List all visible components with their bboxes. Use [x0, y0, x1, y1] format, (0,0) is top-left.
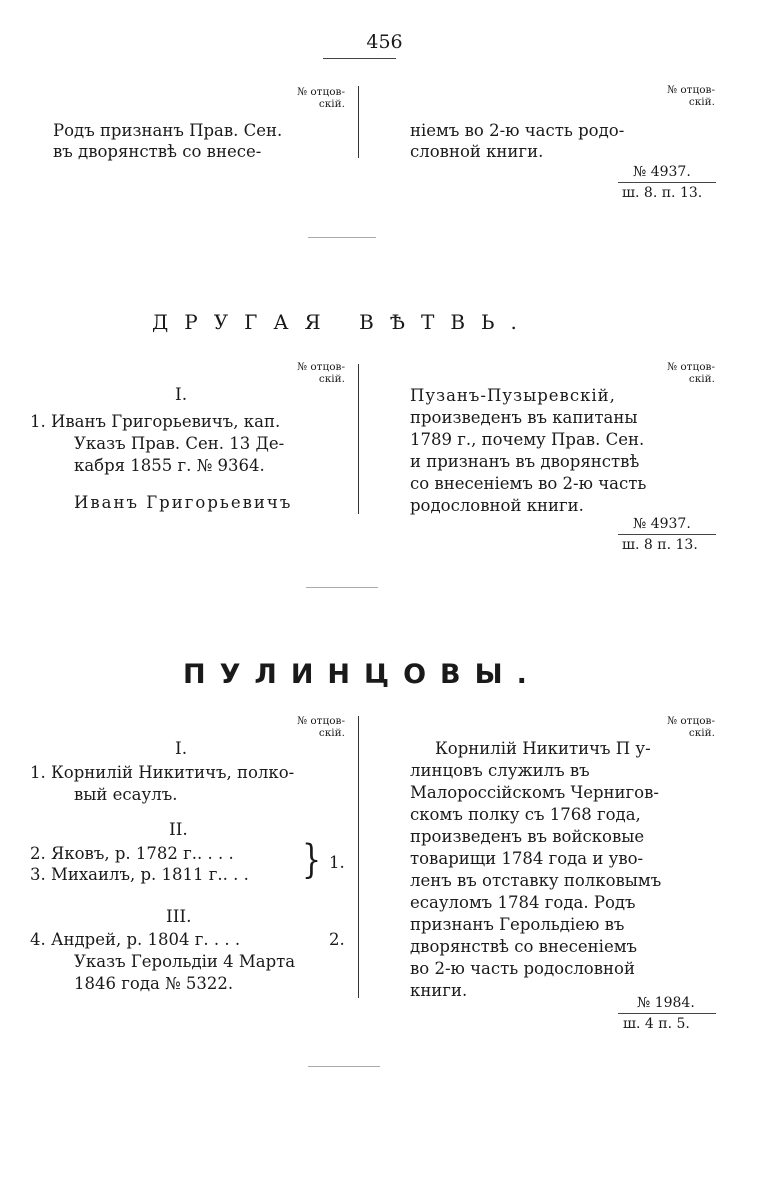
- column-divider: [358, 86, 359, 158]
- entry-line: 1846 года № 5322.: [74, 974, 234, 993]
- page-number: 456: [366, 31, 403, 53]
- person-name-spaced: Иванъ Григорьевичъ: [74, 493, 293, 512]
- right-text-line: Малороссійскомъ Чернигов-: [410, 783, 659, 802]
- right-text-line: словной книги.: [410, 142, 544, 161]
- right-text-line: линцовъ служилъ въ: [410, 761, 590, 780]
- column-divider: [358, 716, 359, 998]
- reference-number: № 1984.: [637, 995, 695, 1011]
- column-divider: [358, 364, 359, 514]
- section-divider: [308, 237, 376, 238]
- reference-underline: [618, 1013, 716, 1014]
- entry-line: 3. Михаилъ, р. 1811 г.. . .: [30, 865, 249, 884]
- right-text-line: дворянствѣ со внесеніемъ: [410, 937, 638, 956]
- section-divider: [306, 587, 378, 588]
- entry-line: 2. Яковъ, р. 1782 г.. . . .: [30, 844, 234, 863]
- right-text-line: книги.: [410, 981, 468, 1000]
- column-label-right: № отцов- скій.: [667, 361, 715, 385]
- column-label-left: № отцов- скій.: [297, 86, 345, 110]
- left-text-line: Родъ признанъ Прав. Сен.: [53, 121, 283, 140]
- right-text-line: со внесеніемъ во 2-ю часть: [410, 474, 647, 493]
- generation-numeral: I.: [175, 739, 188, 759]
- father-number: 2.: [329, 930, 345, 949]
- reference-location: ш. 8. п. 13.: [622, 185, 703, 201]
- reference-location: ш. 8 п. 13.: [622, 537, 698, 553]
- column-label-left: № отцов- скій.: [297, 715, 345, 739]
- section-divider: [308, 1066, 380, 1067]
- branch-heading: ДРУГАЯ ВѢТВЬ.: [152, 310, 533, 334]
- entry-line: кабря 1855 г. № 9364.: [74, 456, 265, 475]
- right-text-line: родословной книги.: [410, 496, 584, 515]
- right-text-line: товарищи 1784 года и уво-: [410, 849, 644, 868]
- generation-numeral: III.: [166, 907, 192, 927]
- entry-line: Указъ Герольдіи 4 Марта: [74, 952, 296, 971]
- right-text-line: Пузанъ-Пузыревскій,: [410, 386, 616, 405]
- column-label-right: № отцов- скій.: [667, 84, 715, 108]
- right-text-line: и признанъ въ дворянствѣ: [410, 452, 640, 471]
- entry-line: 1. Корнилій Никитичъ, полко-: [30, 763, 295, 782]
- right-text-line: признанъ Герольдіею въ: [410, 915, 625, 934]
- entry-line: 4. Андрей, р. 1804 г. . . .: [30, 930, 241, 949]
- reference-underline: [618, 182, 716, 183]
- right-text-line: скомъ полку съ 1768 года,: [410, 805, 641, 824]
- entry-line: Указъ Прав. Сен. 13 Де-: [74, 434, 285, 453]
- reference-underline: [618, 534, 716, 535]
- reference-location: ш. 4 п. 5.: [623, 1016, 690, 1032]
- left-text-line: въ дворянствѣ со внесе-: [53, 142, 262, 161]
- right-text-line: произведенъ въ капитаны: [410, 408, 638, 427]
- column-label-right: № отцов- скій.: [667, 715, 715, 739]
- right-text-line: во 2-ю часть родословной: [410, 959, 635, 978]
- entry-line: 1. Иванъ Григорьевичъ, кап.: [30, 412, 281, 431]
- family-heading: ПУЛИНЦОВЫ.: [183, 659, 541, 690]
- reference-number: № 4937.: [633, 164, 691, 180]
- right-text-line: ленъ въ отставку полковымъ: [410, 871, 662, 890]
- right-text-line: 1789 г., почему Прав. Сен.: [410, 430, 645, 449]
- page-number-underline: [323, 58, 396, 59]
- right-text-line: ніемъ во 2-ю часть родо-: [410, 121, 625, 140]
- father-number: 1.: [329, 853, 345, 872]
- right-text-line: произведенъ въ войсковые: [410, 827, 645, 846]
- generation-numeral: II.: [169, 820, 188, 840]
- reference-number: № 4937.: [633, 516, 691, 532]
- right-text-line: Корнилій Никитичъ П у-: [435, 739, 651, 758]
- right-text-line: есауломъ 1784 года. Родъ: [410, 893, 636, 912]
- brace-icon: }: [302, 837, 322, 884]
- generation-numeral: I.: [175, 385, 188, 405]
- entry-line: вый есаулъ.: [74, 785, 178, 804]
- column-label-left: № отцов- скій.: [297, 361, 345, 385]
